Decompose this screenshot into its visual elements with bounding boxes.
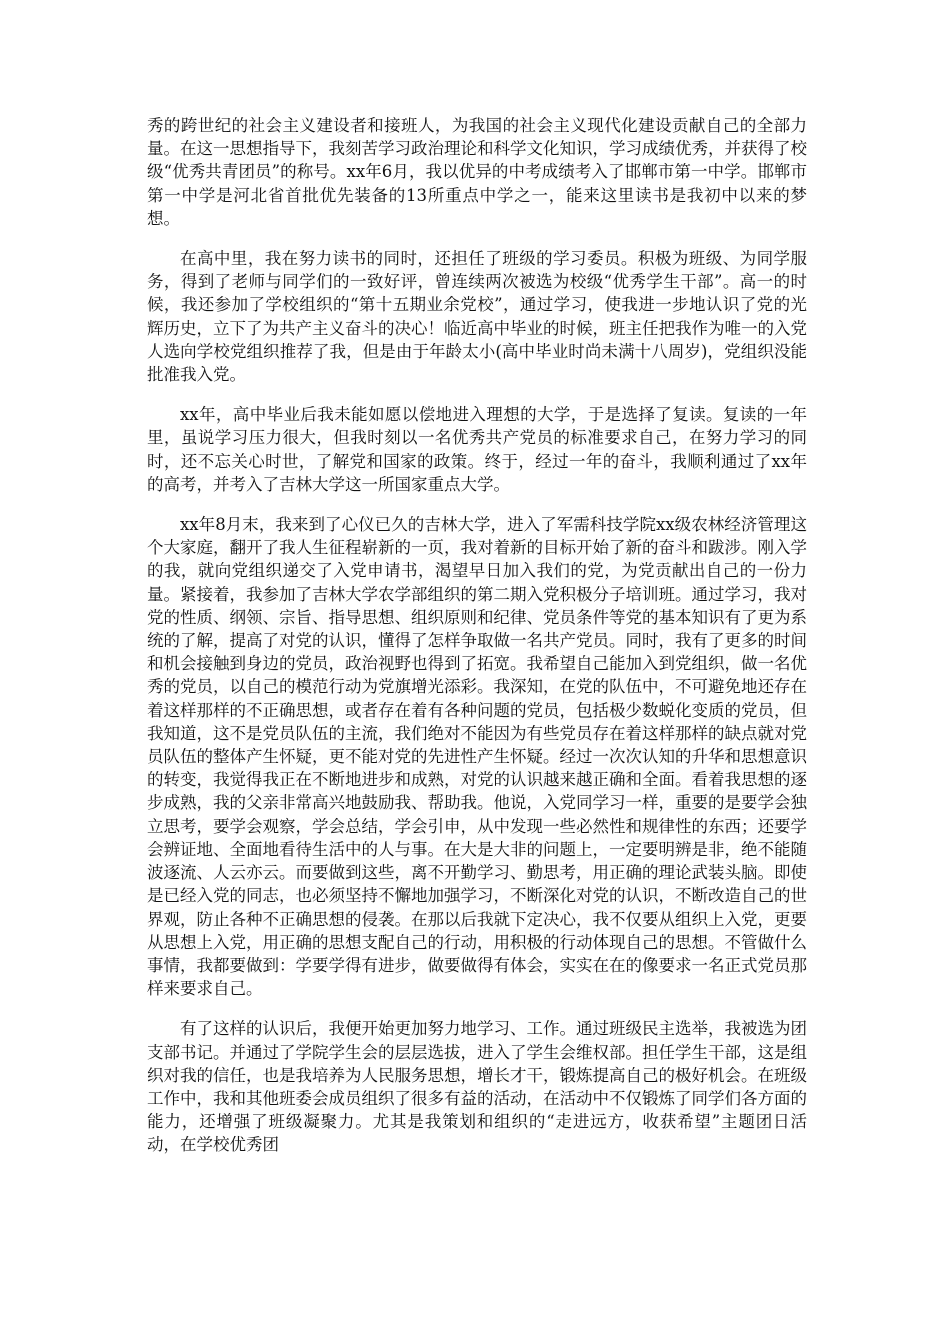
paragraph-3: xx年，高中毕业后我未能如愿以偿地进入理想的大学，于是选择了复读。复读的一年里，虽说学习压力很大，但我时刻以一名优秀共产党员的标准要求自己，在努力学习的同时，还不忘关心时世，了解党和国家的政策。终于，经过一年的奋斗，我顺利通过了xx年的高考，并考入了吉林大学这一所国家重点大学。 bbox=[147, 405, 807, 494]
document-body bbox=[147, 114, 807, 1174]
paragraph-1: 秀的跨世纪的社会主义建设者和接班人，为我国的社会主义现代化建设贡献自己的全部力量。在这一思想指导下，我刻苦学习政治理论和科学文化知识，学习成绩优秀，并获得了校级“优秀共青团员”的称号。xx年6月，我以优异的中考成绩考入了邯郸市第一中学。邯郸市第一中学是河北省首批优先装备的13所重点中学之一，能来这里读书是我初中以来的梦想。 bbox=[147, 116, 807, 228]
paragraph-5: 有了这样的认识后，我便开始更加努力地学习、工作。通过班级民主选举，我被选为团支部书记。并通过了学院学生会的层层选拔，进入了学生会维权部。担任学生干部，这是组织对我的信任，也是我培养为人民服务思想，增长才干，锻炼提高自己的极好机会。在班级工作中，我和其他班委会成员组织了很多有益的活动，在活动中不仅锻炼了同学们各方面的能力，还增强了班级凝聚力。尤其是我策划和组织的“走进远方，收获希望”主题团日活动，在学校优秀团 bbox=[147, 1019, 807, 1155]
paragraph-4: xx年8月末，我来到了心仪已久的吉林大学，进入了军需科技学院xx级农林经济管理这个大家庭，翻开了我人生征程崭新的一页，我对着新的目标开始了新的奋斗和跋涉。刚入学的我，就向党组织递交了入党申请书，渴望早日加入我们的党，为党贡献出自己的一份力量。紧接着，我参加了吉林大学农学部组织的第二期入党积极分子培训班。通过学习，我对党的性质、纲领、宗旨、指导思想、组织原则和纪律、党员条件等党的基本知识有了更为系统的了解，提高了对党的认识，懂得了怎样争取做一名共产党员。同时，我有了更多的时间和机会接触到身边的党员，政治视野也得到了拓宽。我希望自己能加入到党组织，做一名优秀的党员，以自己的模范行动为党旗增光添彩。我深知，在党的队伍中，不可避免地还存在着这样那样的不正确思想，或者存在着有各种问题的党员，包括极少数蜕化变质的党员，但我知道，这不是党员队伍的主流，我们绝对不能因为有些党员存在着这样那样的缺点就对党员队伍的整体产生怀疑，更不能对党的先进性产生怀疑。经过一次次认知的升华和思想意识的转变，我觉得我正在不断地进步和成熟，对党的认识越来越正确和全面。看着我思想的逐步成熟，我的父亲非常高兴地鼓励我、帮助我。他说，入党同学习一样，重要的是要学会独立思考，要学会观察，学会总结，学会引申，从中发现一些必然性和规律性的东西；还要学会辨证地、全面地看待生活中的人与事。在大是大非的问题上，一定要明辨是非，绝不能随波逐流、人云亦云。而要做到这些，离不开勤学习、勤思考，用正确的理论武装头脑。即使是已经入党的同志，也必须坚持不懈地加强学习，不断深化对党的认识，不断改造自己的世界观，防止各种不正确思想的侵袭。在那以后我就下定决心，我不仅要从组织上入党，更要从思想上入党，用正确的思想支配自己的行动，用积极的行动体现自己的思想。不管做什么事情，我都要做到：学要学得有进步，做要做得有体会，实实在在的像要求一名正式党员那样来要求自己。 bbox=[147, 515, 807, 999]
paragraph-2: 在高中里，我在努力读书的同时，还担任了班级的学习委员。积极为班级、为同学服务，得到了老师与同学们的一致好评，曾连续两次被选为校级“优秀学生干部”。高一的时候，我还参加了学校组织的“第十五期业余党校”，通过学习，使我进一步地认识了党的光辉历史，立下了为共产主义奋斗的决心！临近高中毕业的时候，班主任把我作为唯一的入党人选向学校党组织推荐了我，但是由于年龄太小(高中毕业时尚未满十八周岁)，党组织没能批准我入党。 bbox=[147, 249, 807, 385]
